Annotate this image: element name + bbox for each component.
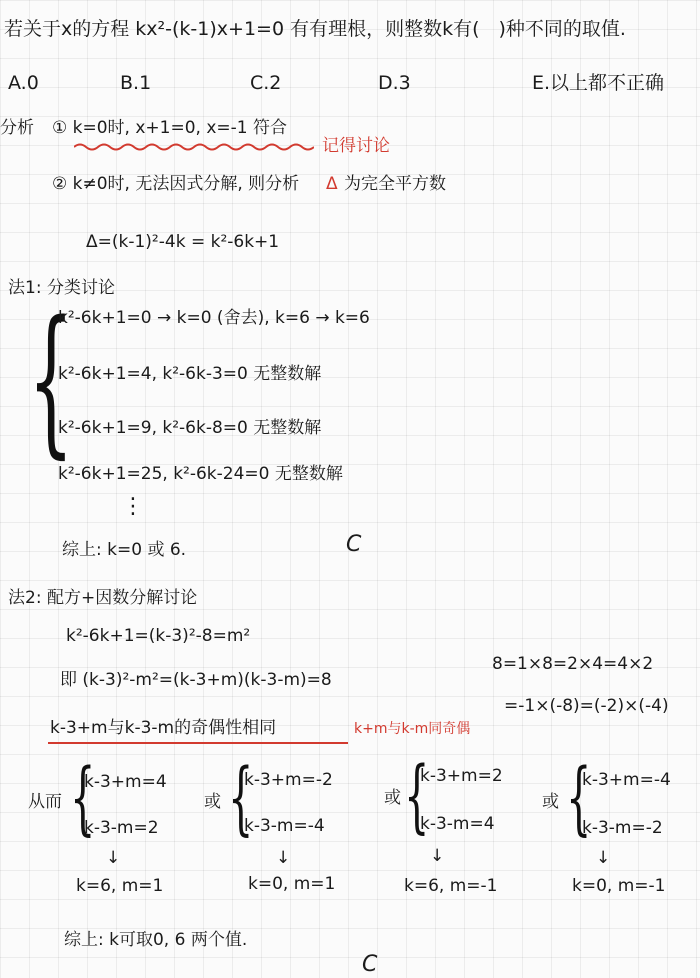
factor-line-1: 8=1×8=2×4=4×2 <box>492 654 654 674</box>
option-a: A.0 <box>8 72 39 94</box>
system-1-eq-a: k-3+m=4 <box>84 772 167 792</box>
method1-label: 法1: 分类讨论 <box>8 278 115 298</box>
case2-delta: Δ <box>326 174 338 194</box>
case1-text: ① k=0时, x+1=0, x=-1 符合 <box>52 118 288 138</box>
system-1-arrow: ↓ <box>106 848 121 868</box>
factor-line-2: =-1×(-8)=(-2)×(-4) <box>504 696 669 716</box>
system-3-eq-a: k-3+m=2 <box>420 766 503 786</box>
system-4-eq-a: k-3+m=-4 <box>582 770 671 790</box>
method1-line-1: k²-6k+1=0 → k=0 (舍去), k=6 → k=6 <box>58 308 370 328</box>
system-2-prefix: 或 <box>204 792 221 812</box>
system-3-eq-b: k-3-m=4 <box>420 814 495 834</box>
system-2-brace: { <box>228 751 254 844</box>
delta-expression: Δ=(k-1)²-4k = k²-6k+1 <box>86 232 280 252</box>
method1-brace: { <box>28 286 74 473</box>
parity-statement: k-3+m与k-3-m的奇偶性相同 <box>50 718 277 738</box>
option-b: B.1 <box>120 72 152 94</box>
method2-conclusion: 综上: k可取0, 6 两个值. <box>64 930 248 950</box>
analysis-label: 分析 <box>0 118 34 138</box>
system-2-eq-a: k-3+m=-2 <box>244 770 333 790</box>
parity-underline <box>48 742 348 744</box>
method1-conclusion: 综上: k=0 或 6. <box>62 540 187 560</box>
method1-line-4: k²-6k+1=25, k²-6k-24=0 无整数解 <box>58 464 343 484</box>
system-2-result: k=0, m=1 <box>248 874 336 894</box>
system-4-arrow: ↓ <box>596 848 611 868</box>
system-1-result: k=6, m=1 <box>76 876 164 896</box>
system-2-eq-b: k-3-m=-4 <box>244 816 325 836</box>
option-c: C.2 <box>250 72 282 94</box>
parity-note: k+m与k-m同奇偶 <box>354 721 471 737</box>
system-2-arrow: ↓ <box>276 848 291 868</box>
case2-prefix: ② k≠0时, 无法因式分解, 则分析 <box>52 174 300 194</box>
method2-answer-mark: C <box>362 952 378 977</box>
method2-eq1: k²-6k+1=(k-3)²-8=m² <box>66 626 251 646</box>
method1-dots: ⋮ <box>122 494 144 519</box>
method1-answer-mark: C <box>346 532 362 557</box>
case1-wavy-underline <box>74 142 314 152</box>
system-1-brace: { <box>70 751 96 844</box>
case2-suffix: 为完全平方数 <box>344 174 446 194</box>
system-3-arrow: ↓ <box>430 846 445 866</box>
question-text: 若关于x的方程 kx²-(k-1)x+1=0 有有理根，则整数k有( )种不同的取值. <box>4 18 626 40</box>
option-e: E.以上都不正确 <box>532 72 665 94</box>
system-4-prefix: 或 <box>542 792 559 812</box>
system-1-prefix: 从而 <box>28 792 62 812</box>
system-3-brace: { <box>404 749 430 842</box>
method2-eq2: 即 (k-3)²-m²=(k-3+m)(k-3-m)=8 <box>60 670 332 690</box>
method2-label: 法2: 配方+因数分解讨论 <box>8 588 198 608</box>
case1-note: 记得讨论 <box>322 136 390 156</box>
system-4-eq-b: k-3-m=-2 <box>582 818 663 838</box>
system-4-brace: { <box>566 751 592 844</box>
method1-line-2: k²-6k+1=4, k²-6k-3=0 无整数解 <box>58 364 322 384</box>
option-d: D.3 <box>378 72 411 94</box>
method1-line-3: k²-6k+1=9, k²-6k-8=0 无整数解 <box>58 418 322 438</box>
system-3-result: k=6, m=-1 <box>404 876 498 896</box>
system-3-prefix: 或 <box>384 788 401 808</box>
system-1-eq-b: k-3-m=2 <box>84 818 159 838</box>
system-4-result: k=0, m=-1 <box>572 876 666 896</box>
